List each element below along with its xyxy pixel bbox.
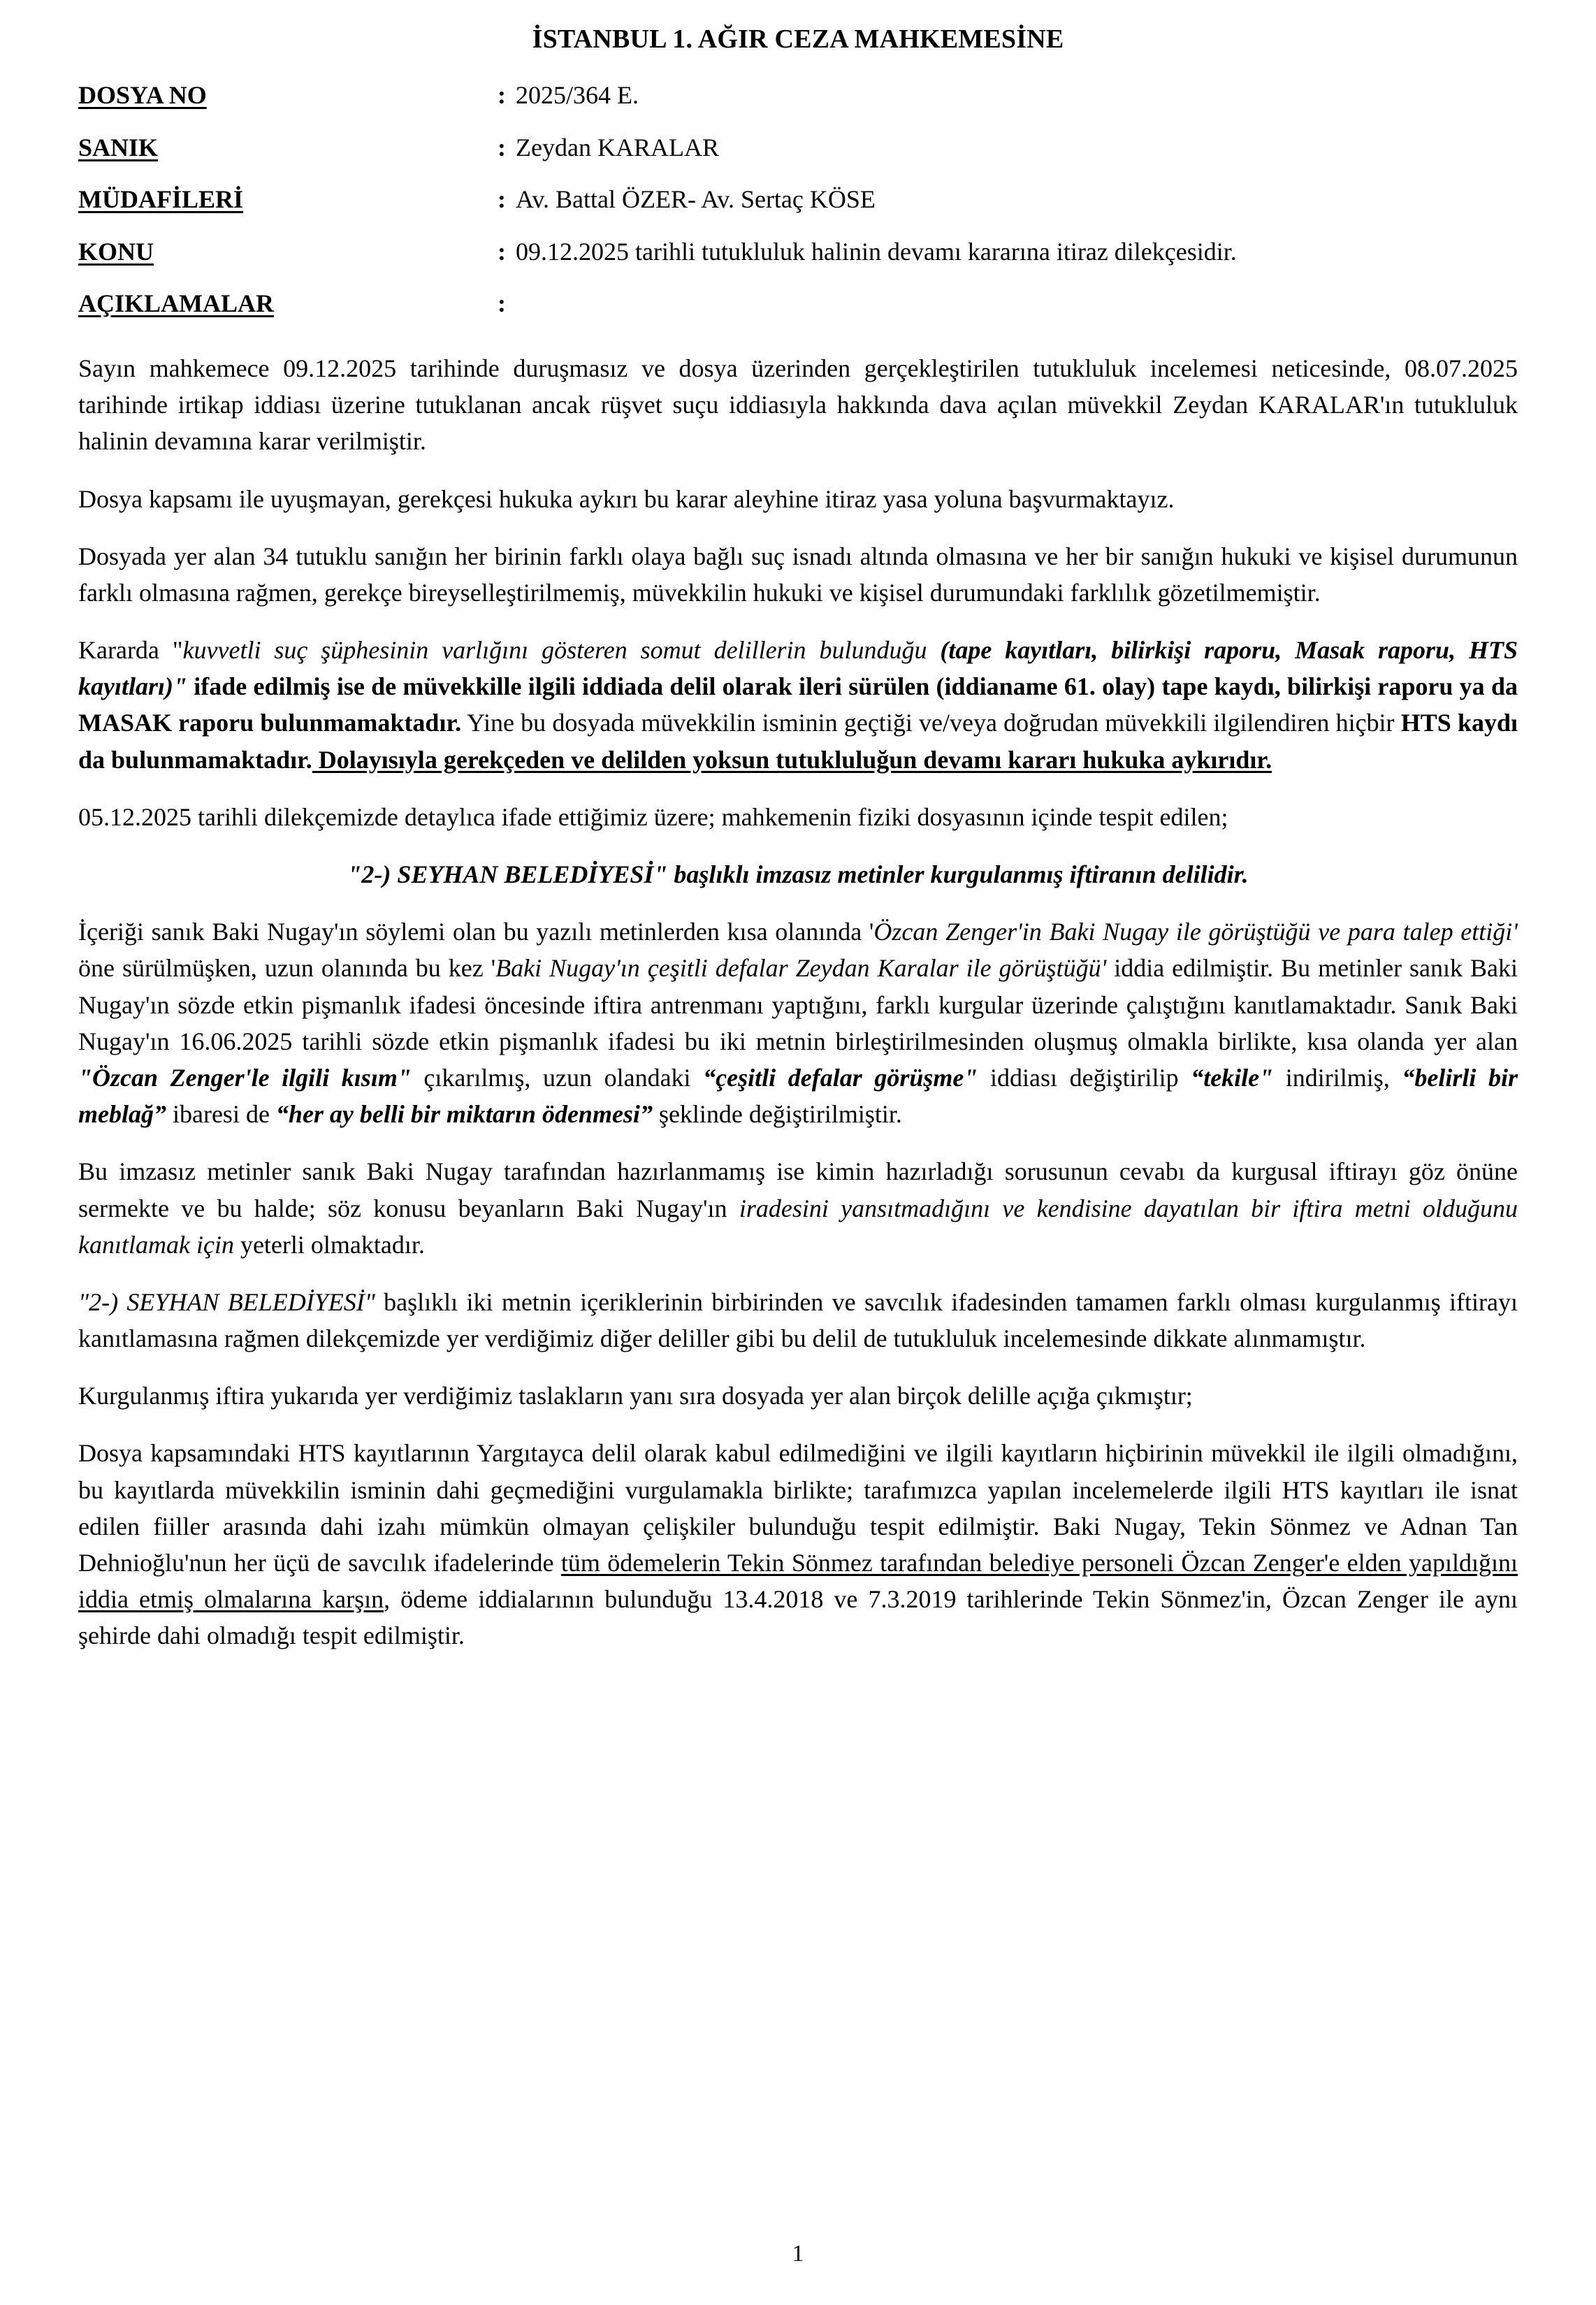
p7-segment-bold-italic-1: "Özcan Zenger'le ilgili kısım" [78,1063,412,1092]
p7-segment-plain-6: indirilmiş, [1273,1063,1402,1092]
p4-segment-bold-1: ifade edilmiş ise de müvekkille ilgili iddiada delil olarak ileri sürülen (iddianame 61. olay) tape kaydı, bilirkişi raporu ya da MASAK raporu bulunmamaktadır. [78,672,1518,737]
field-label-konu: KONU [78,237,154,266]
paragraph-3: Dosyada yer alan 34 tutuklu sanığın her birinin farklı olaya bağlı suç isnadı altında olmasına ve her bir sanığın hukuki ve kişisel durumunun farklı olmasına rağmen, gerekçe bireyselleştirilmemiş, müvekkilin hukuki ve kişisel durumundaki farklılık gözetilmemiştir. [78,542,1518,607]
p4-segment-bold-italic: (tape kayıtları, bilirkişi raporu, Masak raporu, HTS kayıtları)" [78,636,1518,701]
p7-segment-bold-italic-3: “tekile" [1191,1063,1274,1092]
field-label-sanik: SANIK [78,133,159,161]
p7-segment-bold-italic-2: “çeşitli defalar görüşme" [703,1063,978,1092]
p11-segment-plain-1: Dosya kapsamındaki HTS kayıtlarının Yargıtayca delil olarak kabul edilmediğini ve ilgili kayıtların hiçbirinin müvekkil ile ilgili olmadığını, bu kayıtlarda müvekkilin isminin dahi geçmediğini vurgulamakla birlikte; tarafımızca yapılan incelemelerde ilgili HTS kayıtları ile isnat edilen fiiller arasında dahi izahı mümkün olmayan çelişkiler bulunduğu tespit edilmiştir. Baki Nugay, Tekin Sönmez ve Adnan Tan Dehnioğlu'nun her üçü de savcılık ifadelerinde [78,1439,1518,1577]
paragraph-1: Sayın mahkemece 09.12.2025 tarihinde duruşmasız ve dosya üzerinden gerçekleştirilen tutukluluk incelemesi neticesinde, 08.07.2025 tarihinde irtikap iddiası üzerine tutuklanan ancak rüşvet suçu iddiasıyla hakkında dava açılan müvekkil Zeydan KARALAR'ın tutukluluk halinin devamına karar verilmiştir. [78,354,1518,456]
field-value-konu: 09.12.2025 tarihli tutukluluk halinin devamı kararına itiraz dilekçesidir. [516,237,1237,266]
p11-segment-plain-2: , ödeme iddialarının bulunduğu 13.4.2018 ve 7.3.2019 tarihlerinde Tekin Sönmez'in, Özcan Zenger ile aynı şehirde dahi olmadığı tespit edilmiştir. [78,1585,1518,1650]
field-colon-dosya-no: : [498,81,506,109]
field-row-konu [78,235,1518,269]
field-row-mudafiler [78,182,1518,217]
paragraph-7 [78,913,1518,1132]
p8-segment-plain-2: yeterli olmaktadır. [233,1230,425,1259]
page-title: İSTANBUL 1. AĞIR CEZA MAHKEMESİNE [532,24,1064,54]
p11-segment-underline: tüm ödemelerin Tekin Sönmez tarafından belediye personeli Özcan Zenger'e elden yapıldığını iddia etmiş olmalarına karşın [78,1549,1518,1614]
field-colon-konu: : [498,237,506,266]
p9-segment-plain: başlıklı iki metnin içeriklerinin birbirinden ve savcılık ifadesinden tamamen farklı olması kurgulanmış iftirayı kanıtlamasına rağmen dilekçemizde yer verdiğimiz diğer deliller gibi bu delil de tutukluluk incelemesinde dikkate alınmamıştır. [78,1287,1518,1353]
field-value-mudafiler: Av. Battal ÖZER- Av. Sertaç KÖSE [516,185,876,214]
p7-segment-plain-7: ibaresi de [166,1100,276,1129]
field-label-dosya-no: DOSYA NO [78,81,207,109]
p7-segment-plain-2: öne sürülmüşken, uzun olanında bu kez ' [78,954,496,983]
spacer [78,339,1518,350]
paragraph-10: Kurgulanmış iftira yukarıda yer verdiğimiz taslakların yanı sıra dosyada yer alan birçok delille açığa çıkmıştır; [78,1382,1193,1410]
p7-segment-plain-5: iddiası değiştirilip [978,1063,1191,1092]
field-label-aciklamalar: AÇIKLAMALAR [78,289,275,318]
page-number: 1 [792,2241,804,2267]
p7-segment-plain-4: çıkarılmış, uzun olandaki [411,1063,704,1092]
field-row-dosya-no [78,78,1518,113]
paragraph-6-heading: "2-) SEYHAN BELEDİYESİ" başlıklı imzasız metinler kurgulanmış iftiranın delilidir. [347,860,1249,889]
field-colon-mudafiler: : [498,185,506,214]
paragraph-2: Dosya kapsamı ile uyuşmayan, gerekçesi hukuka aykırı bu karar aleyhine itiraz yasa yoluna başvurmaktayız. [78,484,1175,513]
paragraph-5: 05.12.2025 tarihli dilekçemizde detaylıca ifade ettiğimiz üzere; mahkemenin fiziki dosyasının içinde tespit edilen; [78,802,1228,831]
p4-segment-bold-underline: Dolayısıyla gerekçeden ve delilden yoksun tutukluluğun devamı kararı hukuka aykırıdır. [312,745,1272,774]
field-value-sanik: Zeydan KARALAR [516,133,719,161]
p7-segment-plain-3: iddia edilmiştir. Bu metinler sanık Baki Nugay'ın sözde etkin pişmanlık ifadesi öncesinde iftira antrenmanı yaptığını, farklı kurgular üzerinde çalıştığını kanıtlamaktadır. Sanık Baki Nugay'ın 16.06.2025 tarihli sözde etkin pişmanlık ifadesi bu iki metnin birleştirilmesinden oluşmuş olmakla birlikte, kısa olanda yer alan [78,954,1518,1055]
field-colon-aciklamalar: : [498,289,506,318]
p7-segment-italic-1: Özcan Zenger'in Baki Nugay ile görüştüğü ve para talep ettiği' [873,918,1518,946]
field-row-sanik [78,131,1518,165]
p7-segment-bold-italic-4: “belirli bir meblağ” [78,1063,1518,1129]
field-colon-sanik: : [498,133,506,161]
p8-segment-italic: iradesini yansıtmadığını ve kendisine dayatılan bir iftira metni olduğunu kanıtlamak için [78,1194,1518,1259]
p9-segment-italic: "2-) SEYHAN BELEDİYESİ" [78,1287,375,1316]
p7-segment-italic-2: Baki Nugay'ın çeşitli defalar Zeydan Karalar ile görüştüğü' [495,954,1107,983]
p7-segment-bold-italic-5: “her ay belli bir miktarın ödenmesi” [275,1100,653,1129]
p4-segment-italic: kuvvetli suç şüphesinin varlığını gösteren somut delillerin bulunduğu [182,636,941,665]
p7-segment-plain-8: şeklinde değiştirilmiştir. [652,1100,902,1129]
paragraph-9 [78,1284,1518,1357]
p7-segment-plain-1: İçeriği sanık Baki Nugay'ın söylemi olan bu yazılı metinlerden kısa olanında ' [78,918,874,946]
p4-segment-plain-1: Kararda " [78,636,183,665]
field-row-aciklamalar [78,287,1518,321]
paragraph-8 [78,1153,1518,1263]
field-value-dosya-no: 2025/364 E. [516,81,639,109]
paragraph-4 [78,632,1518,778]
p4-segment-plain-2: Yine bu dosyada müvekkilin isminin geçtiği ve/veya doğrudan müvekkili ilgilendiren hiçbir [461,709,1401,737]
paragraph-11 [78,1435,1518,1654]
p8-segment-plain-1: Bu imzasız metinler sanık Baki Nugay tarafından hazırlanmamış ise kimin hazırladığı sorusunun cevabı da kurgusal iftirayı göz önüne sermekte ve bu halde; söz konusu beyanların Baki Nugay'ın [78,1157,1518,1222]
p4-segment-bold-2: HTS kaydı da bulunmamaktadır. [78,709,1518,774]
field-label-mudafiler: MÜDAFİLERİ [78,185,244,214]
